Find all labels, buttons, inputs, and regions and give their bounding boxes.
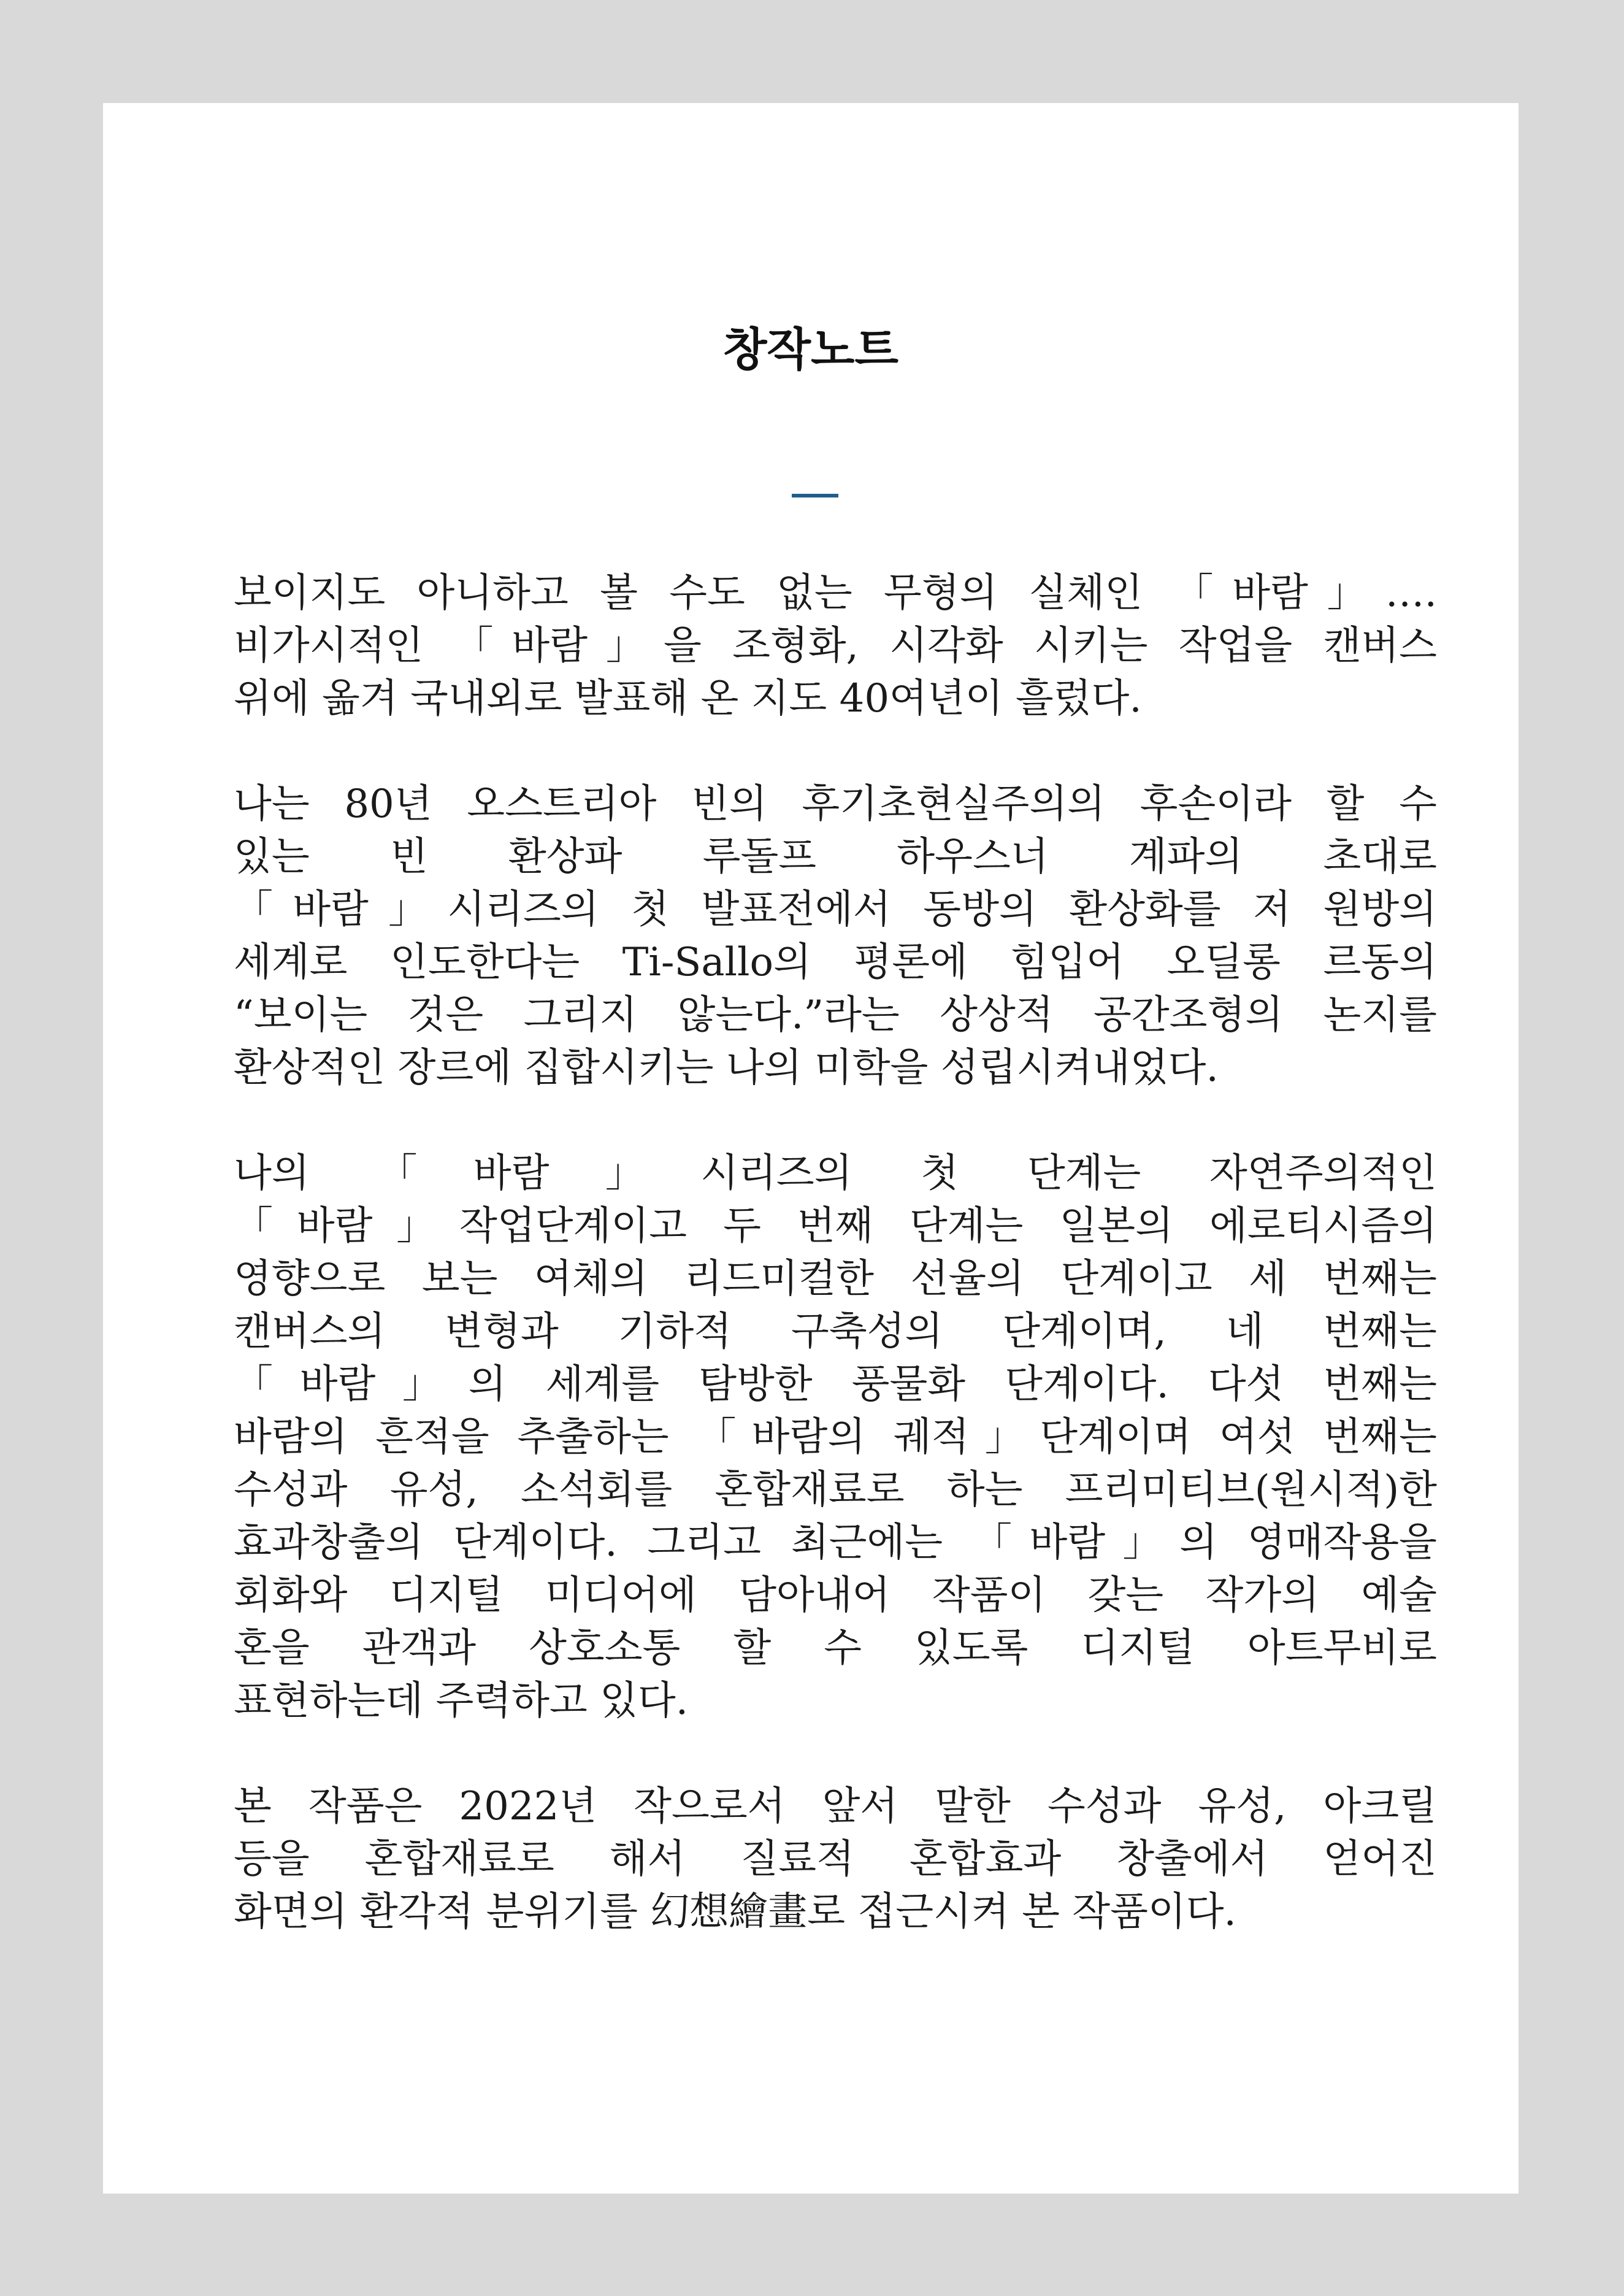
text-line: 있는 빈 환상파 루돌프 하우스너 계파의 초대로	[234, 834, 1437, 880]
text-line: 캔버스의 변형과 기하적 구축성의 단계이며, 네 번째는	[234, 1309, 1437, 1354]
text-line: 등을 혼합재료로 해서 질료적 혼합효과 창출에서 얻어진	[234, 1837, 1437, 1882]
text-line: “보이는 것은 그리지 않는다.”라는 상상적 공간조형의 논지를	[234, 993, 1437, 1038]
text-line: 환상적인 장르에 집합시키는 나의 미학을 성립시켜내었다.	[234, 1045, 1219, 1091]
page-title: 창작노트	[723, 323, 898, 376]
text-line: 혼을 관객과 상호소통 할 수 있도록 디지털 아트무비로	[234, 1626, 1437, 1671]
text-line: 「바람」작업단계이고 두 번째 단계는 일본의 에로티시즘의	[234, 1204, 1437, 1249]
document-page	[103, 103, 1519, 2194]
paragraph	[234, 1780, 1437, 1938]
paragraph	[234, 567, 1437, 725]
text-line: 수성과 유성, 소석회를 혼합재료로 하는 프리미티브(원시적)한	[234, 1467, 1437, 1513]
text-line: 나는 80년 오스트리아 빈의 후기초현실주의의 후손이라 할 수	[234, 781, 1437, 827]
text-line: 비가시적인 「바람」을 조형화, 시각화 시키는 작업을 캔버스	[234, 623, 1437, 669]
text-line: 회화와 디지털 미디어에 담아내어 작품이 갖는 작가의 예술	[234, 1573, 1437, 1618]
paragraph	[234, 1147, 1437, 1727]
title-divider	[792, 494, 838, 497]
text-line: 위에 옮겨 국내외로 발표해 온 지도 40여년이 흘렀다.	[234, 676, 1142, 721]
text-line: 영향으로 보는 여체의 리드미컬한 선율의 단계이고 세 번째는	[234, 1256, 1437, 1302]
text-line: 나의 「바람」시리즈의 첫 단계는 자연주의적인	[234, 1151, 1437, 1196]
document-body	[234, 567, 1437, 1938]
text-line: 「바람」시리즈의 첫 발표전에서 동방의 환상화를 저 원방의	[234, 887, 1437, 932]
text-line: 표현하는데 주력하고 있다.	[234, 1678, 689, 1724]
text-line: 보이지도 아니하고 볼 수도 없는 무형의 실체인 「바람」….	[234, 570, 1437, 616]
text-line: 효과창출의 단계이다. 그리고 최근에는 「바람」의 영매작용을	[234, 1520, 1437, 1565]
text-line: 바람의 흔적을 추출하는 「바람의 궤적」단계이며 여섯 번째는	[234, 1415, 1437, 1460]
text-line: 화면의 환각적 분위기를 幻想繪畫로 접근시켜 본 작품이다.	[234, 1889, 1236, 1935]
text-line: 「바람」의 세계를 탐방한 풍물화 단계이다. 다섯 번째는	[234, 1362, 1437, 1407]
paragraph	[234, 778, 1437, 1094]
text-line: 본 작품은 2022년 작으로서 앞서 말한 수성과 유성, 아크릴	[234, 1784, 1437, 1829]
text-line: 세계로 인도한다는 Ti-Sallo의 평론에 힘입어 오딜롱 르동의	[234, 940, 1437, 985]
